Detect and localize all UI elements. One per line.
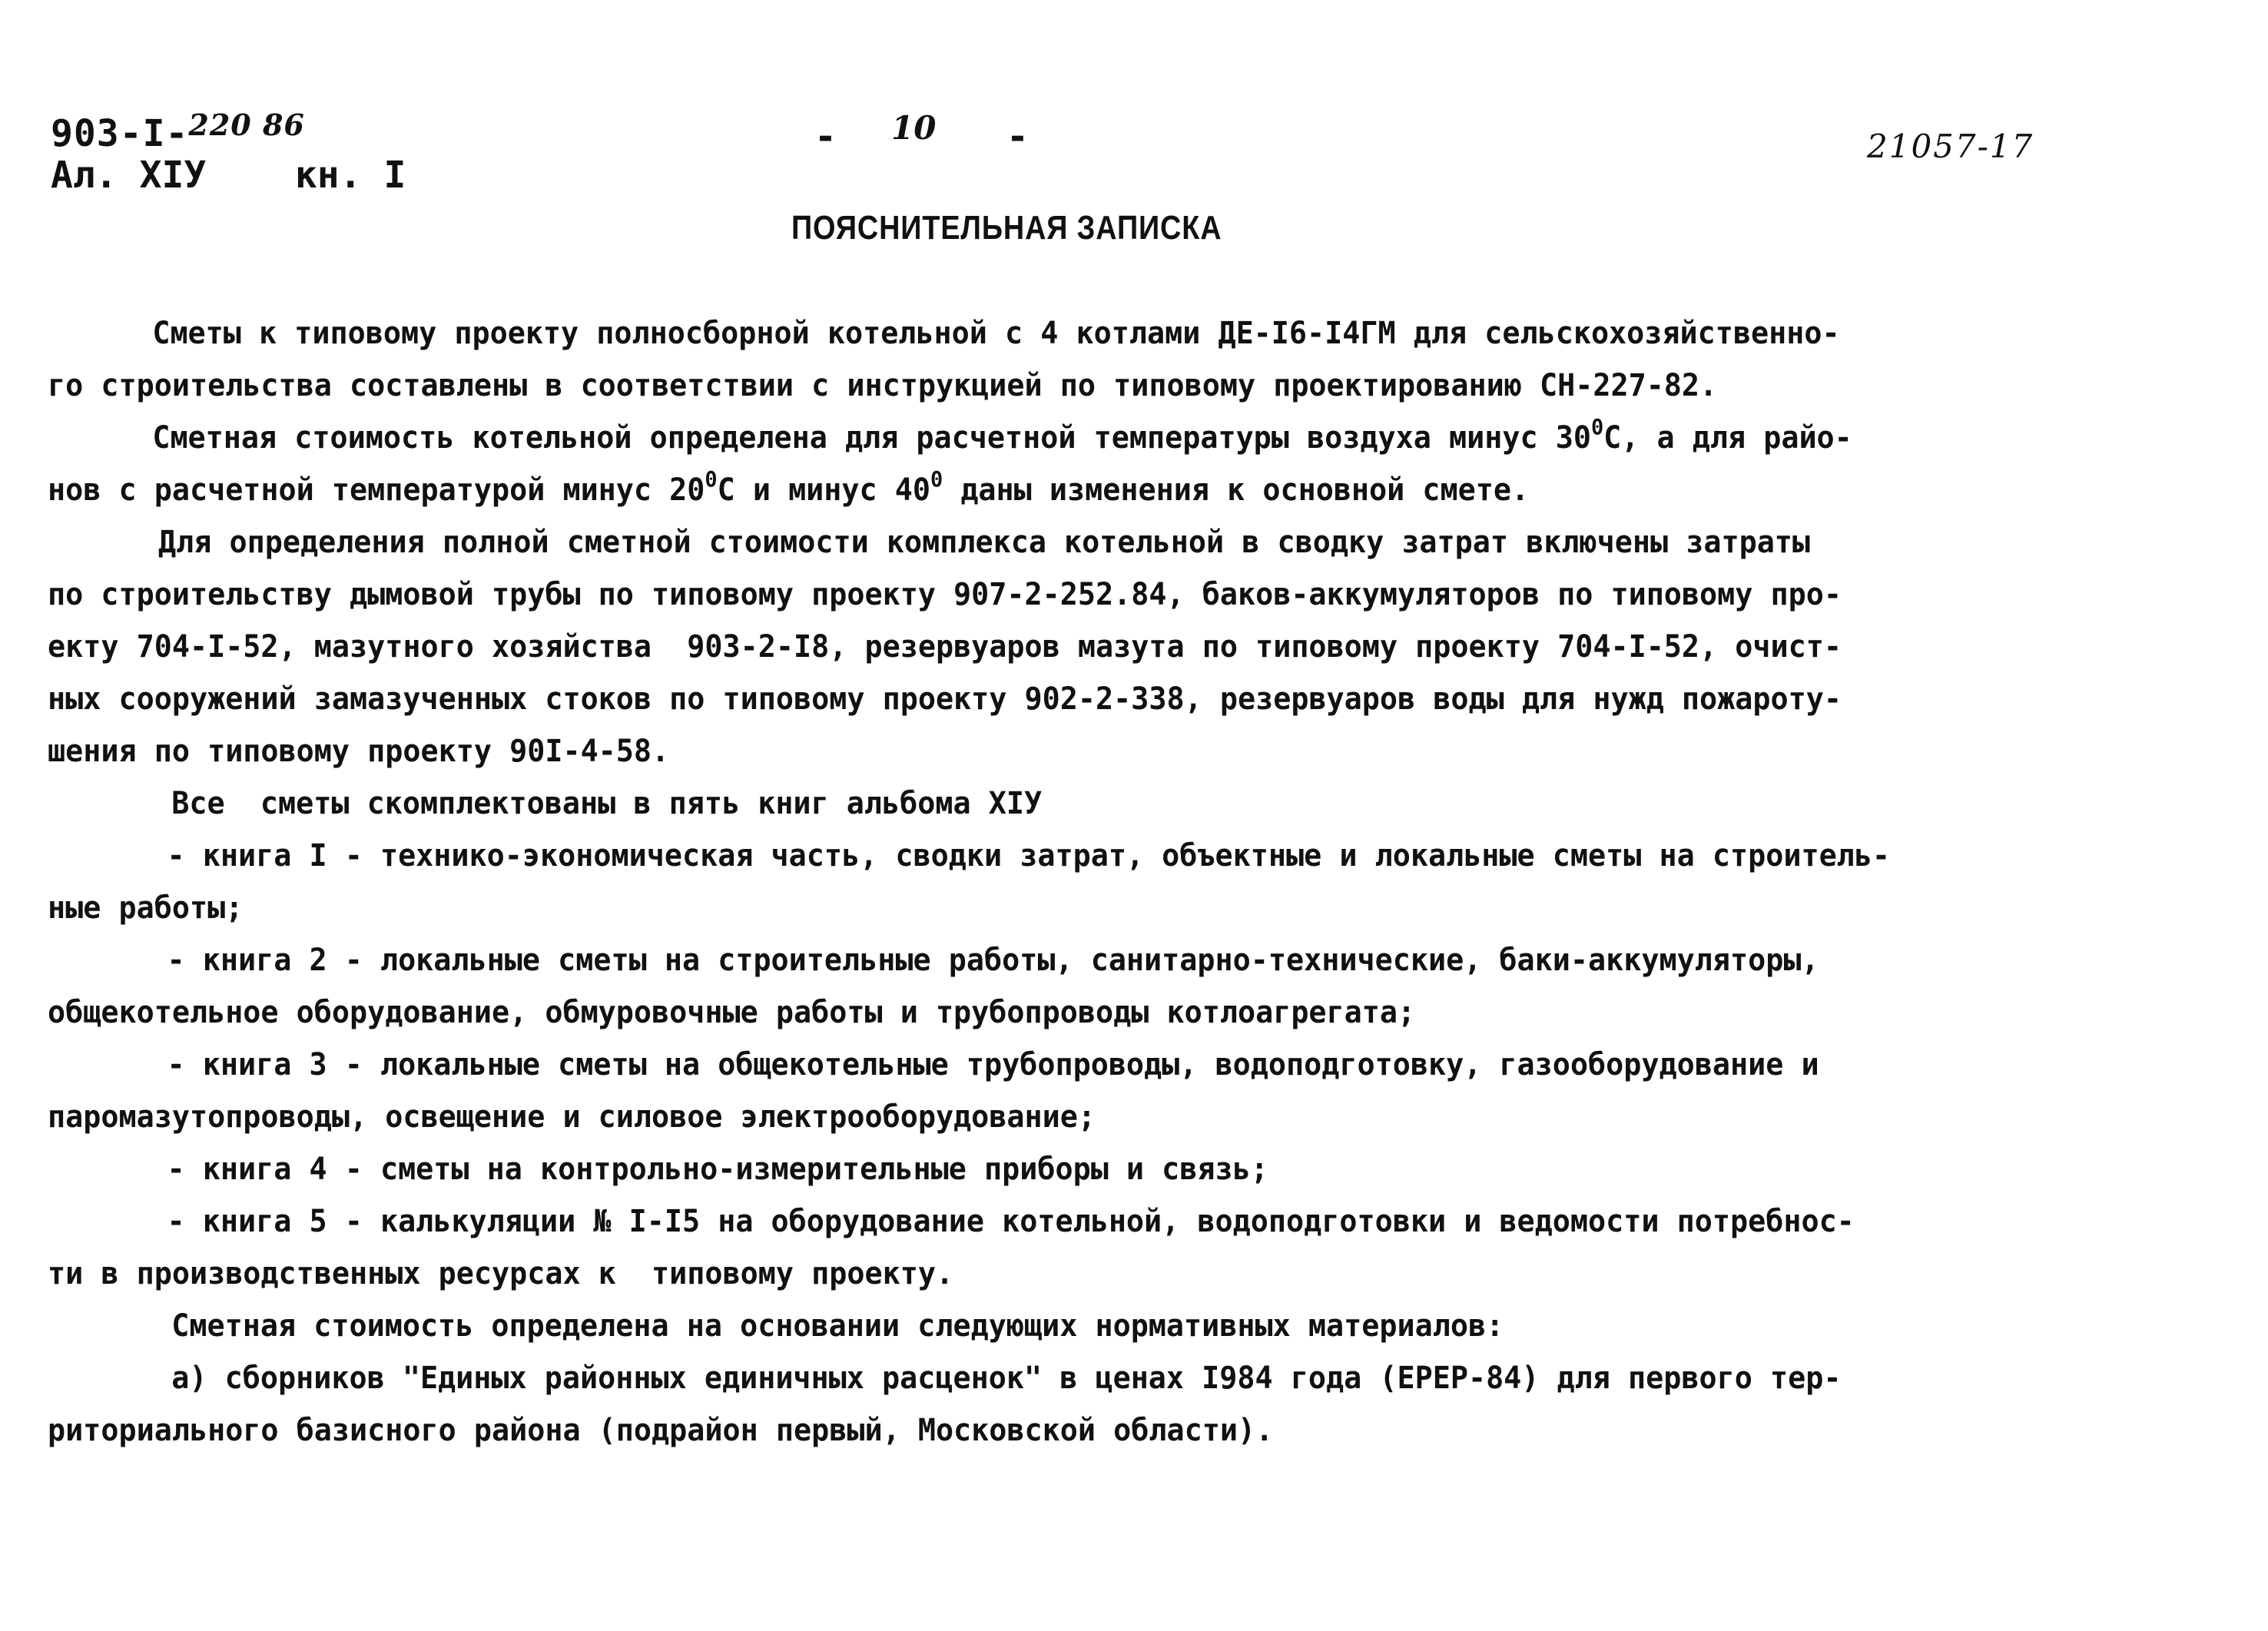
degree-superscript: 0 — [1590, 414, 1604, 439]
paragraph-line: Все сметы скомплектованы в пять книг альбома XIУ — [171, 786, 1043, 821]
list-item: - книга 5 - калькуляции № I-I5 на оборудование котельной, водоподготовки и ведомости потребнос- — [167, 1204, 1855, 1239]
page-number: 10 — [891, 109, 937, 147]
list-item-continuation: общекотельное оборудование, обмуровочные работы и трубопроводы котлоагрегата; — [48, 995, 1416, 1030]
text-run: даны изменения к основной смете. — [943, 472, 1530, 508]
list-item-continuation: ти в производственных ресурсах к типовому проекту. — [48, 1256, 954, 1291]
degree-superscript: 0 — [930, 466, 943, 492]
text-run: нов с расчетной температурой минус 20 — [48, 472, 705, 508]
document-code-prefix: 903-I- — [51, 112, 189, 155]
degree-superscript: 0 — [705, 466, 718, 492]
page-title: ПОЯСНИТЕЛЬНАЯ ЗАПИСКА — [791, 209, 1222, 247]
paragraph-line: по строительству дымовой трубы по типовому проекту 907-2-252.84, баков-аккумуляторов по типовому про- — [48, 577, 1842, 612]
album-book-label — [51, 154, 406, 197]
text-run: С и минус 40 — [717, 472, 931, 508]
paragraph-line: риториального базисного района (подрайон первый, Московской области). — [48, 1413, 1274, 1448]
paragraph-line: екту 704-I-52, мазутного хозяйства 903-2-I8, резервуаров мазута по типовому проекту 704-I-52, очист- — [48, 629, 1842, 665]
album-label: Ал. XIУ — [51, 154, 207, 197]
paragraph-line: го строительства составлены в соответствии с инструкцией по типовому проектированию СН-227-82. — [48, 368, 1718, 403]
list-item: - книга I - технико-экономическая часть, сводки затрат, объектные и локальные сметы на строитель- — [167, 838, 1891, 874]
paragraph-line — [48, 412, 2164, 464]
paragraph-line: шения по типовому проекту 90I-4-58. — [48, 734, 670, 769]
paragraph-line: Для определения полной сметной стоимости комплекса котельной в сводку затрат включены затраты — [158, 525, 1811, 560]
text-run: Сметная стоимость котельной определена для расчетной температуры воздуха минус 30 — [152, 420, 1591, 456]
page-dash-right: - — [1006, 115, 1029, 158]
list-item-continuation: ные работы; — [48, 890, 244, 926]
list-item: - книга 2 - локальные сметы на строительные работы, санитарно-технические, баки-аккумуляторы, — [167, 943, 1819, 978]
list-item: - книга 4 - сметы на контрольно-измерительные приборы и связь; — [167, 1152, 1268, 1187]
document-code-handwritten: 220 86 — [188, 108, 305, 142]
paragraph-line: ных сооружений замазученных стоков по типовому проекту 902-2-338, резервуаров воды для нужд пожароту- — [48, 681, 1842, 717]
text-run: С, а для райо- — [1603, 420, 1852, 456]
paragraph-line: а) сборников "Единых районных единичных расценок" в ценах I984 года (ЕРЕР-84) для первого тер- — [171, 1361, 1842, 1396]
document-code — [51, 108, 305, 157]
list-item: - книга 3 - локальные сметы на общекотельные трубопроводы, водоподготовку, газооборудование и — [167, 1047, 1819, 1082]
list-item-continuation: паромазутопроводы, освещение и силовое электрооборудование; — [48, 1099, 1096, 1135]
archive-stamp-number: 21057-17 — [1867, 128, 2034, 165]
book-label: кн. I — [294, 154, 406, 197]
paragraph-line: Сметная стоимость определена на основании следующих нормативных материалов: — [171, 1308, 1504, 1344]
paragraph-line — [48, 464, 2164, 516]
paragraph-line: Сметы к типовому проекту полносборной котельной с 4 котлами ДЕ-I6-I4ГМ для сельскохозяйственно- — [152, 316, 1840, 351]
page-dash-left: - — [814, 115, 837, 158]
document-body — [48, 307, 2253, 1457]
